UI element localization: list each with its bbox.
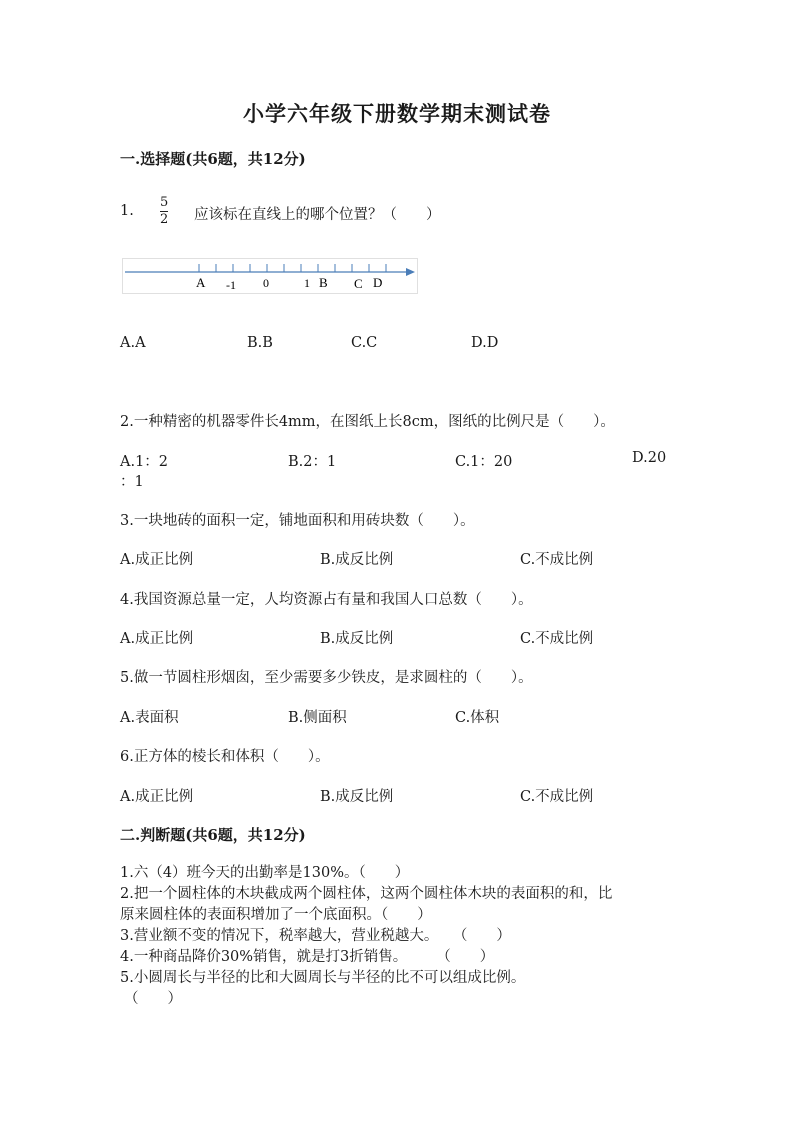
judge-line-5-cont: （ ） xyxy=(124,991,182,1007)
number-line xyxy=(123,259,417,293)
option-a[interactable]: A.成正比例 xyxy=(120,631,194,647)
section-heading-choice: 一.选择题(共6题，共12分) xyxy=(120,150,306,168)
question-text: 4.我国资源总量一定，人均资源占有量和我国人口总数（ ）。 xyxy=(120,592,533,608)
judge-line-2-cont: 原来圆柱体的表面积增加了一个底面积。（ ） xyxy=(120,907,432,923)
option-d[interactable]: D.20 xyxy=(632,450,667,466)
question-text: 6.正方体的棱长和体积（ ）。 xyxy=(120,749,330,765)
option-b[interactable]: B.成反比例 xyxy=(320,789,394,805)
page-title: 小学六年级下册数学期末测试卷 xyxy=(243,101,551,126)
arrow-head-icon xyxy=(406,268,415,276)
option-c[interactable]: C.体积 xyxy=(455,710,500,726)
judge-line-5: 5.小圆周长与半径的比和大圆周长与半径的比不可以组成比例。 xyxy=(120,970,526,986)
question-text: 应该标在直线上的哪个位置？（ ） xyxy=(194,207,441,223)
question-text: 2.一种精密的机器零件长4mm，在图纸上长8cm，图纸的比例尺是（ ）。 xyxy=(120,414,615,430)
judge-line-3: 3.营业额不变的情况下，税率越大，营业税越大。 （ ） xyxy=(120,928,511,944)
question-text: 3.一块地砖的面积一定，铺地面积和用砖块数（ ）。 xyxy=(120,513,475,529)
question-number: 1. xyxy=(120,203,134,219)
tick-label-minus-one: -1 xyxy=(226,278,236,292)
option-c[interactable]: C.C xyxy=(351,335,378,351)
option-d[interactable]: D.D xyxy=(471,335,499,351)
option-a[interactable]: A.成正比例 xyxy=(120,789,194,805)
option-b[interactable]: B.成反比例 xyxy=(320,552,394,568)
option-a[interactable]: A.表面积 xyxy=(120,710,179,726)
option-a[interactable]: A.1：2 xyxy=(120,454,169,470)
option-b[interactable]: B.成反比例 xyxy=(320,631,394,647)
option-b[interactable]: B.B xyxy=(247,335,273,351)
option-c[interactable]: C.不成比例 xyxy=(520,552,594,568)
point-label-c: C xyxy=(354,276,363,291)
section-heading-judge: 二.判断题(共6题，共12分) xyxy=(120,826,306,844)
judge-line-2: 2.把一个圆柱体的木块截成两个圆柱体，这两个圆柱体木块的表面积的和，比 xyxy=(120,886,613,902)
number-line-figure xyxy=(122,258,418,294)
option-c[interactable]: C.不成比例 xyxy=(520,631,594,647)
option-c[interactable]: C.1：20 xyxy=(455,454,513,470)
tick-label-one: 1 xyxy=(304,276,310,290)
fraction xyxy=(160,196,168,227)
point-label-d: D xyxy=(373,275,383,290)
point-label-a: A xyxy=(196,275,206,290)
option-a[interactable]: A.A xyxy=(120,335,146,351)
option-c[interactable]: C.不成比例 xyxy=(520,789,594,805)
option-b[interactable]: B.2：1 xyxy=(288,454,337,470)
point-label-b: B xyxy=(319,275,328,290)
fraction-numerator: 5 xyxy=(160,195,169,210)
option-d-wrap: ：1 xyxy=(120,474,144,490)
option-b[interactable]: B.侧面积 xyxy=(288,710,347,726)
option-a[interactable]: A.成正比例 xyxy=(120,552,194,568)
tick-label-zero: 0 xyxy=(263,276,269,290)
question-text: 5.做一节圆柱形烟囱，至少需要多少铁皮，是求圆柱的（ ）。 xyxy=(120,670,533,686)
judge-line-1: 1.六（4）班今天的出勤率是130%。（ ） xyxy=(120,865,410,881)
fraction-denominator: 2 xyxy=(160,212,169,227)
judge-line-4: 4.一种商品降价30%销售，就是打3折销售。 （ ） xyxy=(120,949,495,965)
